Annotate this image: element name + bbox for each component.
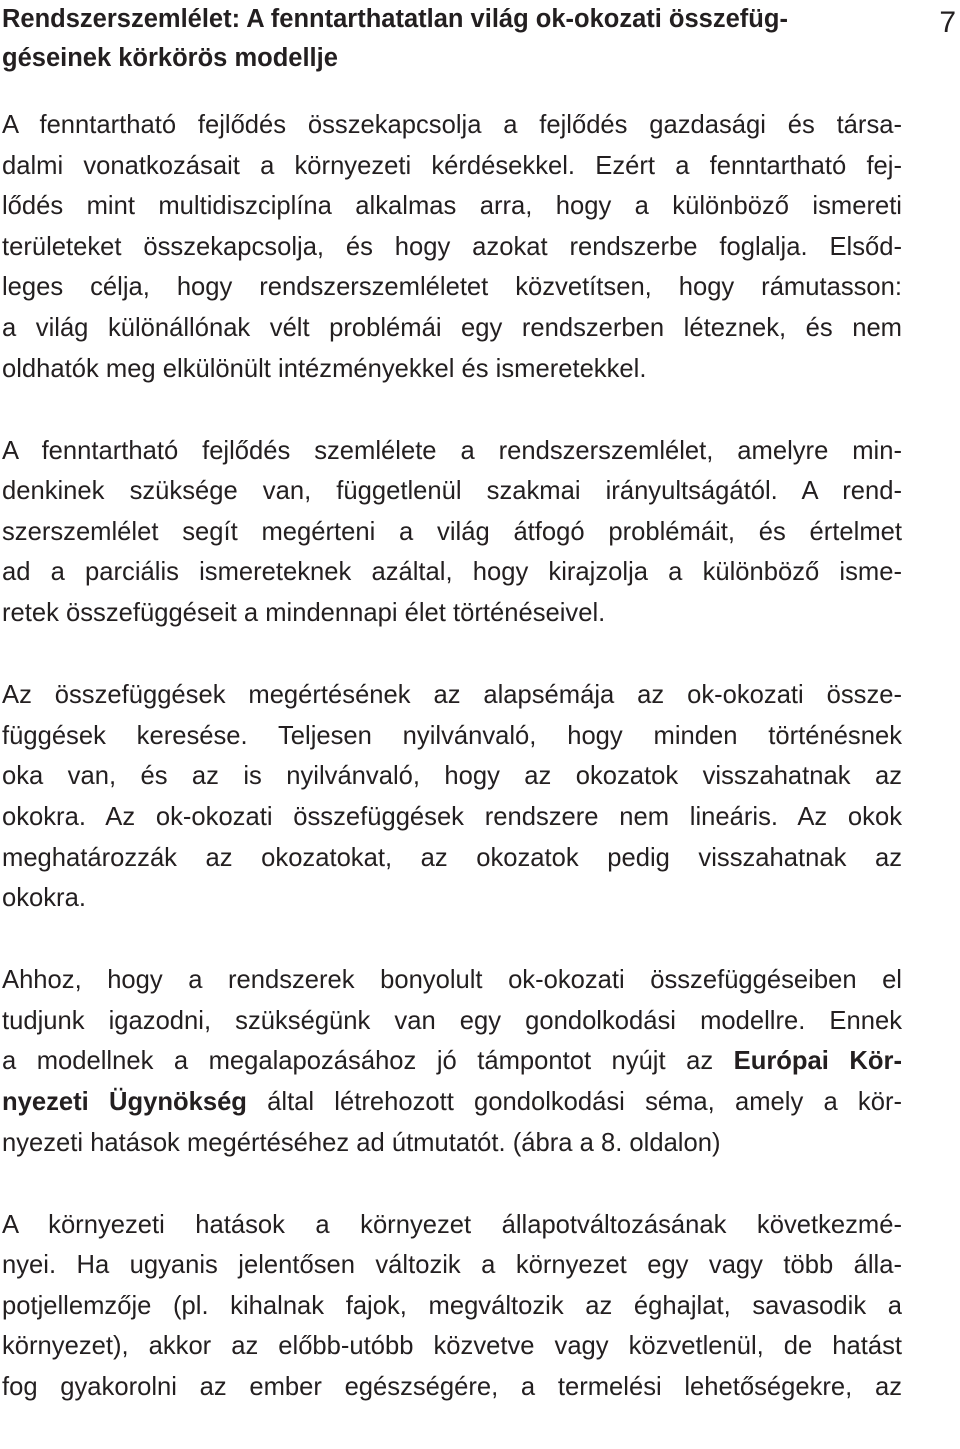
text-line: területeket összekapcsolja, és hogy azokat rendszerbe foglalja. Elsőd- [2, 232, 902, 261]
paragraph-4 [2, 960, 902, 1163]
text-line: környezet), akkor az előbb-utóbb közvetve vagy közvetlenül, de hatást [2, 1332, 902, 1361]
text-line: tudjunk igazodni, szükségünk van egy gondolkodási modellre. Ennek [2, 1006, 902, 1035]
text-line [2, 1041, 902, 1082]
text-run: által létrehozott gondolkodási séma, amely a kör- [246, 1087, 902, 1116]
text-line: oldhatók meg elkülönült intézményekkel és ismeretekkel. [2, 354, 647, 383]
text-line: lődés mint multidiszciplína alkalmas arra, hogy a különböző ismereti [2, 192, 902, 221]
text-line: Ahhoz, hogy a rendszerek bonyolult ok-okozati összefüggéseiben el [2, 966, 902, 995]
page-number: 7 [939, 6, 956, 39]
text-line: nyei. Ha ugyanis jelentősen változik a környezet egy vagy több álla- [2, 1251, 902, 1280]
agency-name-bold: nyezeti Ügynökség [2, 1087, 247, 1116]
text-line: retek összefüggéseit a mindennapi élet történéseivel. [2, 599, 606, 628]
text-line: Az összefüggések megértésének az alapsémája az ok-okozati össze- [2, 681, 902, 710]
text-line: A fenntartható fejlődés összekapcsolja a fejlődés gazdasági és társa- [2, 111, 902, 139]
text-line [2, 1082, 902, 1123]
paragraph-1 [2, 105, 902, 389]
paragraph-2 [2, 431, 902, 634]
paragraph-5 [2, 1205, 902, 1408]
body-text [2, 105, 902, 1449]
heading-line: géseinek körkörös modellje [2, 44, 338, 72]
text-line: oka van, és az is nyilvánvaló, hogy az okozatok visszahatnak az [2, 762, 902, 791]
text-line: denkinek szüksége van, függetlenül szakmai irányultságától. A rend- [2, 477, 902, 506]
paragraph-3 [2, 675, 902, 919]
text-line: dalmi vonatkozásait a környezeti kérdésekkel. Ezért a fenntartható fej- [2, 151, 902, 180]
text-line: szerszemlélet segít megérteni a világ átfogó problémáit, és értelmet [2, 517, 902, 546]
text-line: függések keresése. Teljesen nyilvánvaló, hogy minden történésnek [2, 721, 902, 750]
text-line: okokra. [2, 884, 86, 913]
text-line: leges célja, hogy rendszerszemléletet közvetítsen, hogy rámutasson: [2, 273, 902, 302]
agency-name-bold: Európai Kör- [733, 1047, 902, 1076]
text-run: a modellnek a megalapozásához jó támpontot nyújt az [2, 1047, 734, 1076]
text-line: meghatározzák az okozatokat, az okozatok pedig visszahatnak az [2, 843, 902, 872]
text-line: A fenntartható fejlődés szemlélete a rendszerszemlélet, amelyre min- [2, 436, 902, 465]
text-line: potjellemzője (pl. kihalnak fajok, megváltozik az éghajlat, savasodik a [2, 1291, 902, 1320]
heading-line: Rendszerszemlélet: A fenntarthatatlan világ ok-okozati összefüg- [2, 5, 788, 33]
text-line: ad a parciális ismereteknek azáltal, hogy kirajzolja a különböző isme- [2, 558, 902, 587]
text-line: okokra. Az ok-okozati összefüggések rendszere nem lineáris. Az okok [2, 802, 902, 831]
text-line: fog gyakorolni az ember egészségére, a termelési lehetőségekre, az [2, 1373, 902, 1402]
section-heading [2, 0, 902, 78]
text-line: nyezeti hatások megértéséhez ad útmutatót. (ábra a 8. oldalon) [2, 1128, 721, 1157]
text-line: a világ különállónak vélt problémái egy rendszerben léteznek, és nem [2, 313, 902, 342]
text-line: A környezeti hatások a környezet állapotváltozásának következmé- [2, 1210, 902, 1239]
